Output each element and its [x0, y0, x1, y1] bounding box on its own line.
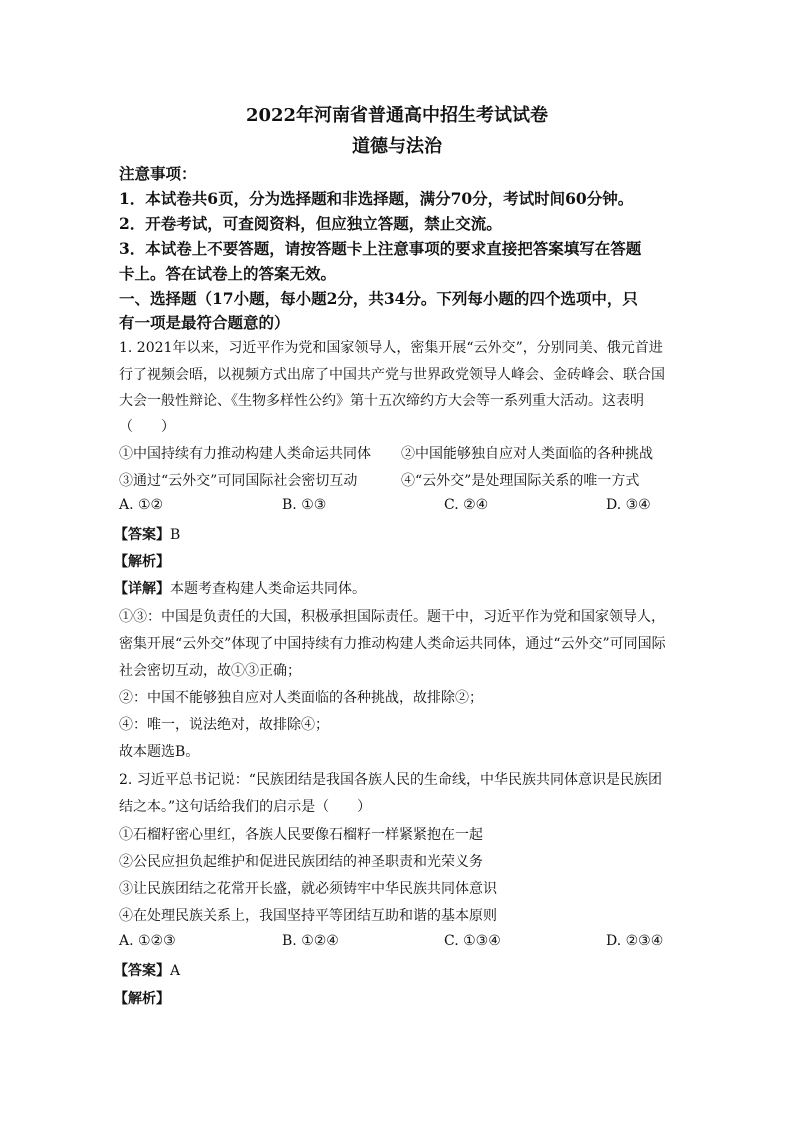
q1-analysis [114, 551, 170, 571]
section-heading-cont: 有一项是最符合题意的） [119, 313, 290, 332]
note-item: 卡上。答在试卷上的答案无效。 [119, 264, 337, 283]
answer-value: A [170, 963, 181, 979]
q2-option-d: D. ②③④ [606, 933, 664, 949]
q1-option-b: B. ①③ [282, 497, 327, 513]
q1-statement: ④“云外交”是处理国际关系的唯一方式 [401, 473, 640, 489]
detail-text: 本题考查构建人类命运共同体。 [170, 581, 366, 597]
q2-stem-line: 结之本。”这句话给我们的启示是（ ） [119, 799, 372, 815]
note-item: 2．开卷考试，可查阅资料，但应独立答题，禁止交流。 [119, 214, 502, 233]
note-item: 3．本试卷上不要答题，请按答题卡上注意事项的要求直接把答案填写在答题 [119, 239, 642, 258]
q1-stem-line: 1. 2021年以来，习近平作为党和国家领导人，密集开展“云外交”，分别同美、俄元首进 [119, 340, 663, 356]
section-heading: 一、选择题（17小题，每小题2分，共34分。下列每小题的四个选项中，只 [119, 289, 638, 308]
detail-tag: 【详解】 [114, 581, 170, 597]
q2-statement: ①石榴籽密心里红，各族人民要像石榴籽一样紧紧抱在一起 [119, 827, 483, 843]
q1-explain-line: ④：唯一，说法绝对，故排除④； [119, 717, 329, 733]
q2-analysis [114, 988, 170, 1008]
q1-explain-line: 社会密切互动，故①③正确； [119, 663, 301, 679]
q1-option-d: D. ③④ [606, 497, 651, 513]
analysis-tag: 【解析】 [114, 554, 170, 570]
analysis-tag: 【解析】 [114, 991, 170, 1007]
q2-option-a: A. ①②③ [119, 933, 176, 949]
q2-statement: ②公民应担负起维护和促进民族团结的神圣职责和光荣义务 [119, 854, 483, 870]
q1-statement: ②中国能够独自应对人类面临的各种挑战 [401, 446, 653, 462]
q1-answer [114, 524, 180, 544]
q1-stem-line: （ ） [119, 419, 175, 435]
q2-option-b: B. ①②④ [282, 933, 339, 949]
q1-explain-line: ①③：中国是负责任的大国，积极承担国际责任。题干中，习近平作为党和国家领导人， [119, 609, 665, 625]
q1-explain-line: ②：中国不能够独自应对人类面临的各种挑战，故排除②； [119, 690, 483, 706]
q1-statement: ①中国持续有力推动构建人类命运共同体 [119, 446, 371, 462]
exam-subject: 道德与法治 [352, 136, 442, 157]
q1-option-c: C. ②④ [444, 497, 489, 513]
answer-tag: 【答案】 [114, 963, 170, 979]
q1-option-a: A. ①② [119, 497, 164, 513]
q2-option-c: C. ①③④ [444, 933, 501, 949]
q2-statement: ④在处理民族关系上，我国坚持平等团结互助和谐的基本原则 [119, 908, 497, 924]
q1-stem-line: 行了视频会晤，以视频方式出席了中国共产党与世界政党领导人峰会、金砖峰会、联合国 [119, 367, 665, 383]
q1-detail [114, 578, 366, 598]
note-item: 1．本试卷共6页，分为选择题和非选择题，满分70分，考试时间60分钟。 [119, 189, 634, 208]
q2-stem-line: 2. 习近平总书记说：“民族团结是我国各族人民的生命线，中华民族共同体意识是民族团 [119, 772, 662, 788]
q2-statement: ③让民族团结之花常开长盛，就必须铸牢中华民族共同体意识 [119, 881, 497, 897]
q2-answer [114, 960, 180, 980]
q1-stem-line: 大会一般性辩论、《生物多样性公约》第十五次缔约方大会等一系列重大活动。这表明 [119, 393, 644, 409]
exam-title: 2022年河南省普通高中招生考试试卷 [245, 105, 549, 126]
answer-tag: 【答案】 [114, 527, 170, 543]
answer-value: B [170, 527, 181, 543]
q1-explain-line: 故本题选B。 [119, 744, 200, 760]
q1-explain-line: 密集开展“云外交”体现了中国持续有力推动构建人类命运共同体，通过“云外交”可同国际 [119, 636, 666, 652]
q1-statement: ③通过“云外交”可同国际社会密切互动 [119, 473, 358, 489]
notes-heading: 注意事项： [119, 164, 197, 183]
